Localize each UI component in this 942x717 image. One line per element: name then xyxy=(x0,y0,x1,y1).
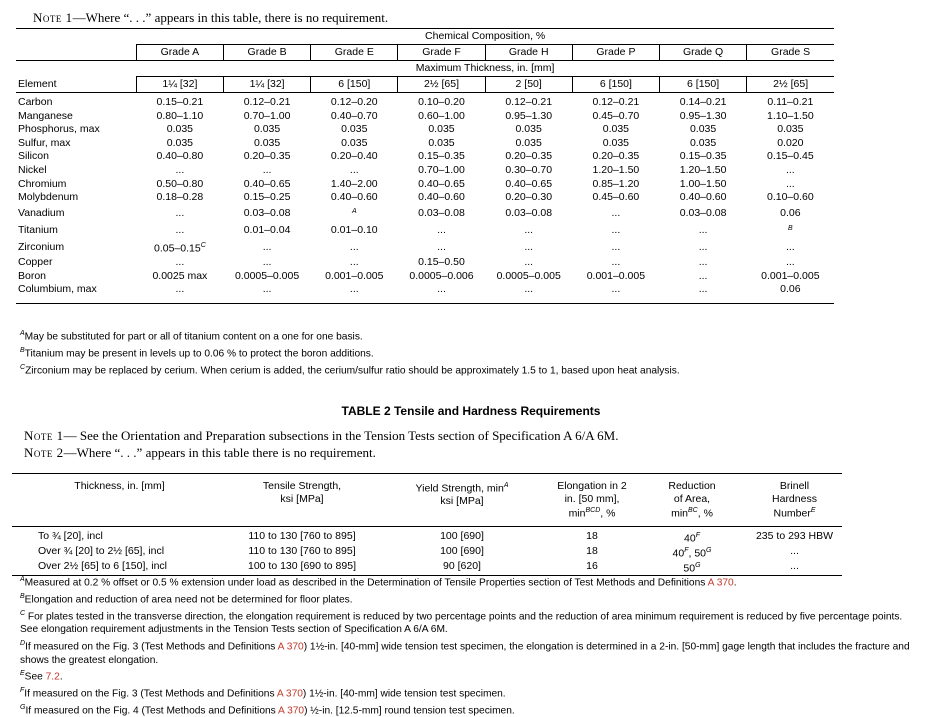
max-thickness-cell: 2½ [65] xyxy=(747,77,834,93)
composition-cell: ... xyxy=(698,256,708,269)
composition-cell: 0.035 xyxy=(515,123,542,136)
composition-cell: 0.45–0.70 xyxy=(592,109,640,122)
element-name: Chromium xyxy=(18,177,67,190)
composition-cell: 0.40–0.70 xyxy=(330,109,378,122)
composition-cell: ... xyxy=(175,223,185,236)
a370-link[interactable]: A 370 xyxy=(278,704,305,716)
composition-cell: 0.035 xyxy=(515,136,542,149)
composition-cell: ... xyxy=(785,240,795,253)
elong-cell: 16 xyxy=(547,560,637,576)
tensile-row xyxy=(12,545,842,560)
composition-cell: ... xyxy=(524,256,534,269)
composition-cell: ... xyxy=(175,256,185,269)
composition-cell: 0.70–1.00 xyxy=(418,163,465,176)
element-name: Phosphorus, max xyxy=(18,123,100,136)
composition-cell: 0.0025 max xyxy=(152,269,208,282)
yield-cell: 100 [690] xyxy=(440,530,484,542)
composition-cell: ... xyxy=(611,223,621,236)
thickness-cell: Over ¾ [20] to 2½ [65], incl xyxy=(38,545,165,557)
table2-note-2: Note 2—Where “. . .” appears in this table there is no requirement. xyxy=(24,445,376,460)
composition-cell: 0.40–0.80 xyxy=(156,150,204,163)
element-row xyxy=(16,137,834,151)
chemical-composition-table xyxy=(16,28,834,304)
grade-header: Grade E xyxy=(311,45,398,61)
element-row xyxy=(16,110,834,124)
composition-cell: ... xyxy=(698,223,708,236)
footnote-mark: F xyxy=(684,547,689,554)
composition-cell: 0.14–0.21 xyxy=(679,96,727,108)
composition-cell: 0.70–1.00 xyxy=(243,109,291,122)
composition-cell: 0.50–0.80 xyxy=(156,177,204,190)
composition-cell: 0.85–1.20 xyxy=(592,177,640,190)
element-name: Titanium xyxy=(18,223,58,236)
reduction-cell: $40^F$ xyxy=(684,532,700,545)
thickness-header: Maximum Thickness, in. [mm] xyxy=(136,61,834,77)
tensile-requirements-table xyxy=(12,473,842,576)
composition-cell: 0.035 xyxy=(341,123,368,136)
composition-cell: 0.95–1.30 xyxy=(505,109,553,122)
reduction-col-header: Reduction of Area, $\min^{BC}$, % xyxy=(637,474,747,527)
composition-header-row xyxy=(16,29,834,45)
grade-header: Grade A xyxy=(136,45,223,61)
composition-cell: ... xyxy=(785,163,795,176)
composition-cell: ... xyxy=(611,206,621,219)
composition-cell: 1.10–1.50 xyxy=(766,109,814,122)
composition-cell: ... xyxy=(262,283,272,296)
thickness-cell: Over 2½ [65] to 6 [150], incl xyxy=(12,560,227,576)
max-thickness-cell: 6 [150] xyxy=(572,77,659,93)
table2-footnote-f: $^F$If measured on the Fig. 3 (Test Methods and Definitions A 370) 1½-in. [40-mm] wide tension test specimen. xyxy=(20,686,506,700)
thickness-header-row xyxy=(16,61,834,77)
composition-cell: 0.035 xyxy=(689,123,717,136)
composition-cell: 0.020 xyxy=(777,136,804,149)
composition-cell: 0.03–0.08 xyxy=(679,206,727,219)
table1-footnotes xyxy=(20,327,920,377)
composition-cell: ... xyxy=(698,269,708,282)
composition-cell: 0.15–0.21 xyxy=(156,96,204,108)
element-row xyxy=(16,270,834,284)
composition-cell: 1.00–1.50 xyxy=(679,177,727,190)
max-thickness-cell: 1¼ [32] xyxy=(223,77,310,93)
composition-cell xyxy=(747,222,834,239)
thickness-col-header: Thickness, in. [mm] xyxy=(12,474,227,527)
composition-cell: 0.20–0.35 xyxy=(505,150,553,163)
composition-cell: ... xyxy=(175,283,185,296)
element-name: Copper xyxy=(18,256,53,269)
composition-cell: 0.20–0.30 xyxy=(505,191,553,204)
composition-cell: 0.12–0.21 xyxy=(592,96,640,108)
composition-cell: 0.40–0.60 xyxy=(418,191,465,204)
composition-cell: 0.0005–0.005 xyxy=(496,269,561,282)
composition-cell: 0.80–1.10 xyxy=(156,109,204,122)
table1-footnote-a: $^A$May be substituted for part or all of titanium content on a one for one basis. xyxy=(20,330,363,343)
max-thickness-cell: 2½ [65] xyxy=(398,77,485,93)
element-row xyxy=(16,164,834,178)
table2-footnote-d: $^D$If measured on the Fig. 3 (Test Methods and Definitions A 370) 1½-in. [40-mm] wide tension test specimen, the elongation is determined in a 2-in. [50-mm] gage length that includes the fracture and shows the greatest elongation. xyxy=(20,639,910,666)
yield-cell: 90 [620] xyxy=(377,560,547,576)
table2-footnote-c: $^C$ For plates tested in the transverse direction, the elongation requirement is reduced by two percentage points and the reduction of area minimum requirement is reduced by five percentage points. See elongation requirement adjustments in the Tension Tests section of Specification A 6/A 6M. xyxy=(20,609,903,636)
composition-cell: 0.01–0.10 xyxy=(330,223,378,236)
footnote-mark: G xyxy=(695,562,701,569)
composition-cell: 0.40–0.60 xyxy=(679,191,727,204)
a370-link[interactable]: A 370 xyxy=(707,577,734,589)
element-name: Manganese xyxy=(18,109,73,122)
table2-footnote-g: $^G$If measured on the Fig. 4 (Test Methods and Definitions A 370) ½-in. [12.5-mm] round tension test specimen. xyxy=(20,703,515,716)
composition-cell: 0.30–0.70 xyxy=(505,163,553,176)
composition-cell: ... xyxy=(698,240,708,253)
composition-cell: ... xyxy=(349,163,359,176)
composition-cell: ... xyxy=(262,256,272,269)
element-row xyxy=(16,239,834,256)
max-thickness-cell: 6 [150] xyxy=(311,77,398,93)
max-thickness-cell: 2 [50] xyxy=(485,77,572,93)
composition-cell: 0.45–0.60 xyxy=(592,191,640,204)
section-7-2-link[interactable]: 7.2 xyxy=(45,671,60,683)
footnote-mark: F xyxy=(695,532,700,539)
composition-cell: 0.001–0.005 xyxy=(325,269,384,282)
element-label: Element xyxy=(16,77,136,93)
table2-footnote-e: $^E$See 7.2. xyxy=(20,670,63,683)
composition-cell: 0.10–0.20 xyxy=(418,96,465,108)
element-name: Boron xyxy=(18,269,47,282)
composition-cell: ... xyxy=(611,240,621,253)
tensile-cell: 100 to 130 [690 to 895] xyxy=(227,560,377,576)
composition-cell: 0.20–0.40 xyxy=(330,150,378,163)
thickness-cell: To ¾ [20], incl xyxy=(38,530,103,542)
composition-cell: 0.95–1.30 xyxy=(679,109,727,122)
grade-row xyxy=(16,45,834,61)
element-name: Sulfur, max xyxy=(18,136,71,149)
element-name: Molybdenum xyxy=(18,191,79,204)
reduction-cell: $40^F$, $50^G$ xyxy=(672,547,712,560)
composition-cell: 0.15–0.25 xyxy=(243,191,291,204)
element-row xyxy=(16,256,834,270)
brinell-cell: 235 to 293 HBW xyxy=(755,530,834,542)
composition-cell: ... xyxy=(524,240,534,253)
composition-cell: 0.40–0.60 xyxy=(330,191,378,204)
elongation-col-header: Elongation in 2 in. [50 mm], $\min^{BCD}$, % xyxy=(547,474,637,527)
composition-cell: 0.035 xyxy=(777,123,804,136)
composition-cell: 0.001–0.005 xyxy=(761,269,820,282)
composition-cell: 0.03–0.08 xyxy=(505,206,553,219)
table1-footnote-c: $^C$Zirconium may be replaced by cerium. When cerium is added, the cerium/sulfur ratio should be approximately 1.5 to 1, based upon heat analysis. xyxy=(20,363,680,376)
composition-cell: ... xyxy=(698,283,708,296)
composition-cell: ... xyxy=(349,283,359,296)
reduction-cell: $50^G$ xyxy=(637,560,747,576)
a370-link[interactable]: A 370 xyxy=(277,641,304,653)
composition-cell: 0.06 xyxy=(780,206,801,219)
composition-cell: 1.20–1.50 xyxy=(592,163,640,176)
composition-cell: 0.20–0.35 xyxy=(243,150,291,163)
composition-cell xyxy=(311,205,398,222)
table2-title: TABLE 2 Tensile and Hardness Requirements xyxy=(341,404,601,418)
composition-cell: 0.12–0.21 xyxy=(243,96,291,108)
element-name: Nickel xyxy=(18,163,47,176)
table2-note-1: Note 1— See the Orientation and Preparation subsections in the Tension Tests section of Specification A 6/A 6M. xyxy=(24,428,619,443)
tensile-cell: 110 to 130 [760 to 895] xyxy=(248,545,356,557)
composition-cell: 0.0005–0.006 xyxy=(409,269,474,282)
brinell-cell: ... xyxy=(790,545,799,557)
composition-cell: 0.035 xyxy=(341,136,368,149)
footnote-mark: C xyxy=(200,241,206,249)
element-row xyxy=(16,205,834,222)
composition-cell: 0.035 xyxy=(166,136,194,149)
composition-cell: 0.035 xyxy=(602,123,630,136)
max-thickness-cell: 1¼ [32] xyxy=(136,77,223,93)
yield-col-header: Yield Strength, $\min^A$ ksi [MPa] xyxy=(377,474,547,527)
composition-cell: 0.035 xyxy=(428,136,455,149)
composition-cell: 0.001–0.005 xyxy=(586,269,646,282)
composition-cell: ... xyxy=(349,240,359,253)
element-row xyxy=(16,222,834,239)
composition-cell: 0.035 xyxy=(689,136,717,149)
composition-cell: 0.40–0.65 xyxy=(243,177,291,190)
composition-cell: 0.035 xyxy=(253,123,281,136)
table1-note-label: Note 1 xyxy=(33,10,73,25)
tensile-row xyxy=(12,527,842,546)
tensile-cell: 110 to 130 [760 to 895] xyxy=(248,530,356,542)
element-row xyxy=(16,191,834,205)
composition-header: Chemical Composition, % xyxy=(136,29,834,45)
composition-cell: 0.035 xyxy=(253,136,281,149)
table1-bottom-rule xyxy=(16,297,834,304)
grade-header: Grade Q xyxy=(660,45,747,61)
composition-cell: 0.11–0.21 xyxy=(767,96,814,108)
element-name: Zirconium xyxy=(18,240,65,253)
tensile-col-header: Tensile Strength, ksi [MPa] xyxy=(227,474,377,527)
composition-cell: ... xyxy=(437,223,446,236)
element-row xyxy=(16,283,834,297)
element-name: Silicon xyxy=(18,150,49,163)
table1-note-text: —Where “. . .” appears in this table, there is no requirement. xyxy=(72,10,389,25)
composition-cell: ... xyxy=(785,256,795,269)
composition-cell: ... xyxy=(524,223,534,236)
grade-header: Grade F xyxy=(398,45,485,61)
max-thickness-cell: 6 [150] xyxy=(660,77,747,93)
footnote-mark: B xyxy=(788,224,793,232)
element-name: Carbon xyxy=(18,96,53,108)
table1-note xyxy=(33,10,388,26)
composition-cell: 0.15–0.50 xyxy=(418,256,465,269)
grade-header: Grade P xyxy=(572,45,659,61)
composition-cell: 0.035 xyxy=(602,136,630,149)
composition-cell: ... xyxy=(262,240,272,253)
composition-cell: 0.18–0.28 xyxy=(156,191,204,204)
table2-footnote-a: $^A$Measured at 0.2 % offset or 0.5 % extension under load as described in the Determination of Tensile Properties section of Test Methods and Definitions A 370. xyxy=(20,576,737,589)
composition-cell: 0.40–0.65 xyxy=(505,177,553,190)
composition-cell: 0.06 xyxy=(780,283,801,296)
composition-cell: 0.15–0.35 xyxy=(418,150,465,163)
composition-cell: ... xyxy=(349,256,359,269)
element-row xyxy=(16,150,834,164)
composition-cell: 0.12–0.21 xyxy=(505,96,553,108)
element-row xyxy=(16,178,834,192)
thickness-row xyxy=(16,77,834,93)
grade-header: Grade H xyxy=(485,45,572,61)
composition-cell: $0.05-0.15^C$ xyxy=(153,241,206,255)
footnote-mark: G xyxy=(706,547,712,554)
composition-cell: 0.035 xyxy=(166,123,194,136)
brinell-col-header: Brinell Hardness Number$^E$ xyxy=(747,474,842,527)
composition-cell: 0.12–0.20 xyxy=(330,96,378,108)
composition-cell: ... xyxy=(524,283,534,296)
composition-cell: 0.03–0.08 xyxy=(243,206,291,219)
composition-cell: ... xyxy=(175,163,185,176)
table1-footnote-b: $^B$Titanium may be present in levels up to 0.06 % to protect the boron additions. xyxy=(20,346,374,360)
table2-footnote-b: $^B$Elongation and reduction of area need not be determined for floor plates. xyxy=(20,592,353,606)
grade-header: Grade B xyxy=(223,45,310,61)
elong-cell: 18 xyxy=(586,530,598,542)
composition-cell: 0.40–0.65 xyxy=(418,177,465,190)
element-row xyxy=(16,93,834,110)
composition-cell: ... xyxy=(611,256,621,269)
a370-link[interactable]: A 370 xyxy=(276,688,303,700)
element-name: Columbium, max xyxy=(18,283,97,296)
composition-cell: ... xyxy=(611,283,621,296)
composition-cell: ... xyxy=(785,177,795,190)
elong-cell: 18 xyxy=(586,545,598,557)
yield-cell: 100 [690] xyxy=(440,545,484,557)
element-row xyxy=(16,123,834,137)
composition-cell: ... xyxy=(175,206,185,219)
composition-cell: 0.0005–0.005 xyxy=(234,269,300,282)
footnote-mark: A xyxy=(351,207,357,215)
composition-cell: ... xyxy=(437,283,446,296)
composition-cell: ... xyxy=(437,240,446,253)
composition-cell: 1.40–2.00 xyxy=(330,177,378,190)
composition-cell: 0.03–0.08 xyxy=(418,206,465,219)
composition-cell: 0.035 xyxy=(428,123,455,136)
composition-cell: ... xyxy=(262,163,272,176)
composition-cell: 0.10–0.60 xyxy=(766,191,814,204)
composition-cell: 0.15–0.35 xyxy=(679,150,727,163)
tensile-header-row xyxy=(12,474,842,527)
composition-cell: 1.20–1.50 xyxy=(679,163,727,176)
composition-cell: 0.15–0.45 xyxy=(766,150,814,163)
element-name: Vanadium xyxy=(18,206,65,219)
composition-cell: 0.60–1.00 xyxy=(418,109,465,122)
brinell-cell: ... xyxy=(747,560,842,576)
composition-cell: 0.20–0.35 xyxy=(592,150,640,163)
composition-cell: 0.01–0.04 xyxy=(243,223,291,236)
table2-footnotes xyxy=(20,573,920,717)
grade-header: Grade S xyxy=(747,45,834,61)
